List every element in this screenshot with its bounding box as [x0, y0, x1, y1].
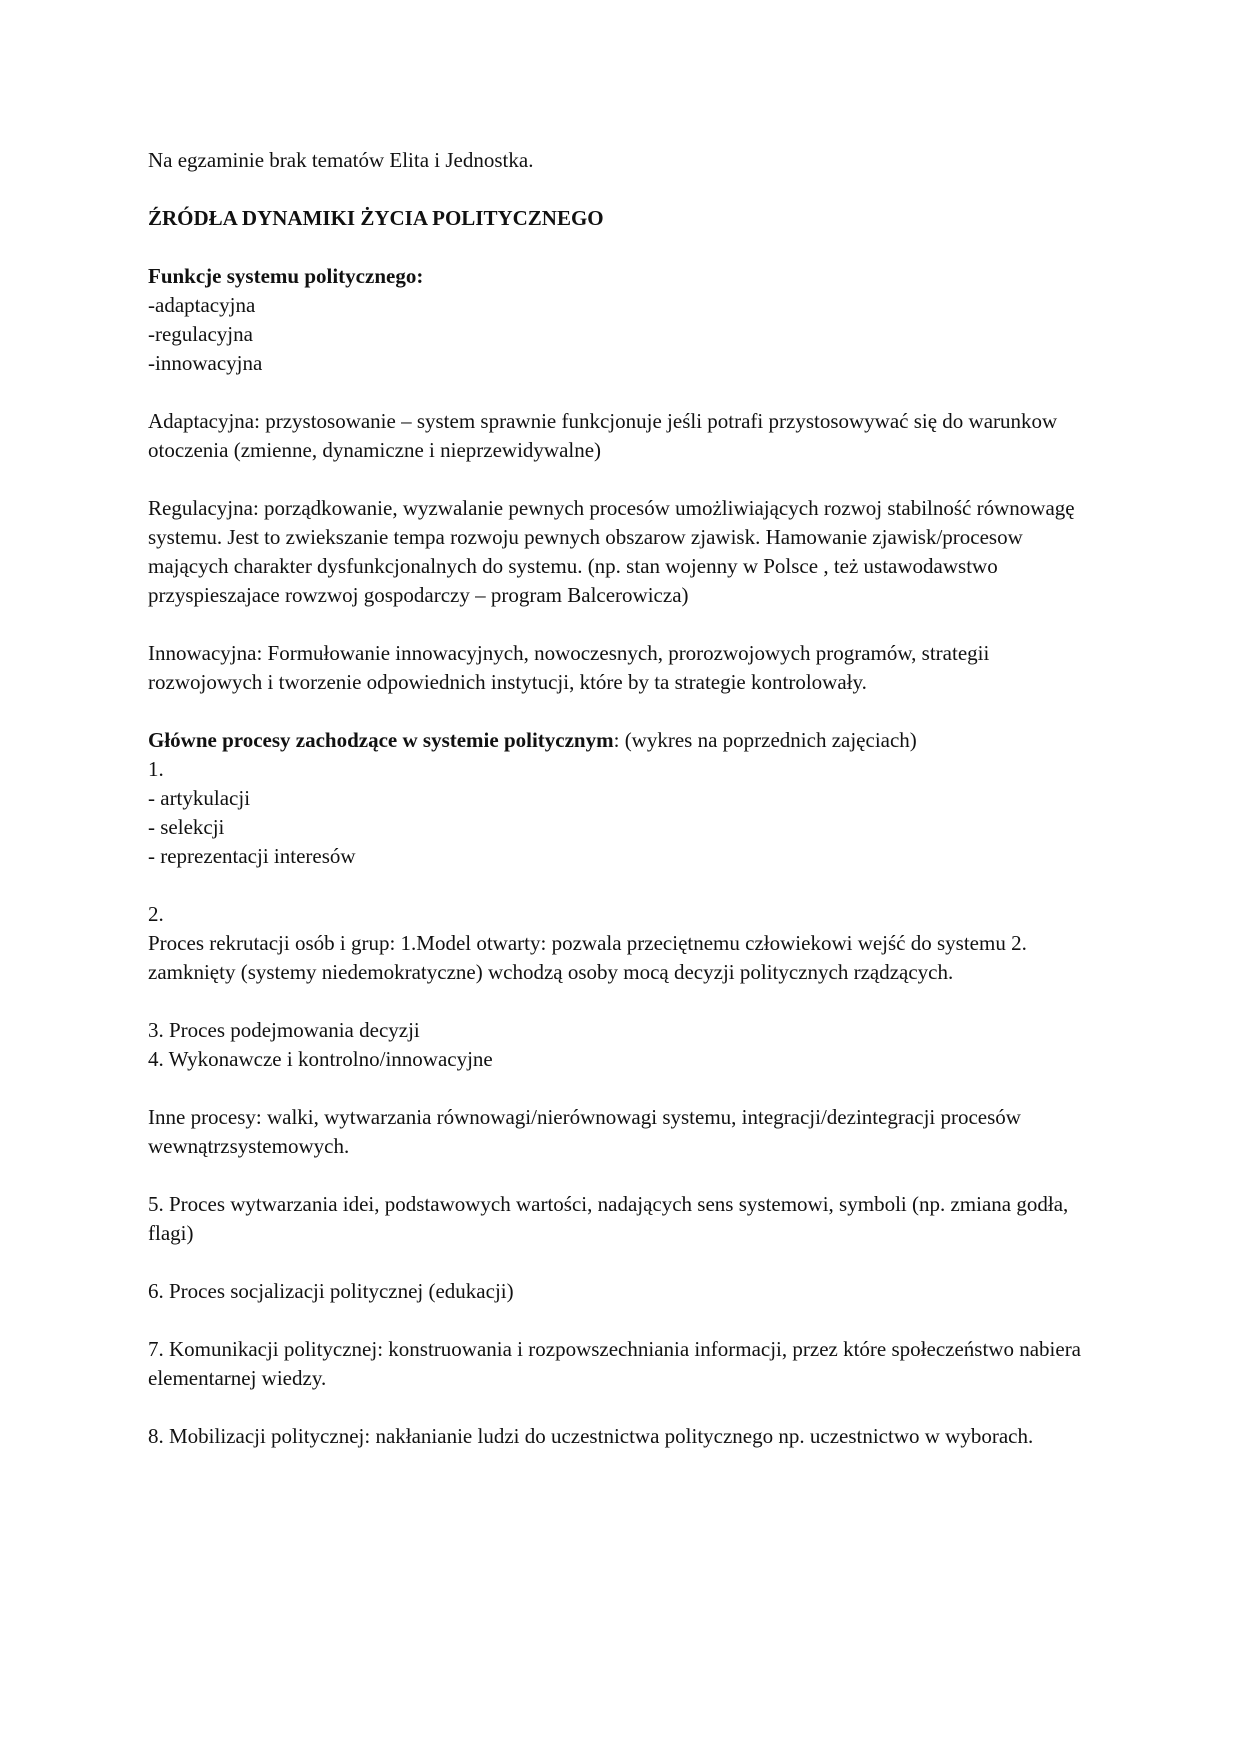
process-item-4: 4. Wykonawcze i kontrolno/innowacyjne — [148, 1047, 493, 1071]
process-item-7: 7. Komunikacji politycznej: konstruowania i rozpowszechniania informacji, przez które społeczeństwo nabiera elementarnej wiedzy. — [148, 1337, 1082, 1390]
paragraph-adaptive: Adaptacyjna: przystosowanie – system sprawnie funkcjonuje jeśli potrafi przystosowywać się do warunkow otoczenia (zmienne, dynamiczne i nieprzewidywalne) — [148, 409, 1058, 462]
list-item: -innowacyjna — [148, 351, 263, 375]
paragraph-other-processes: Inne procesy: walki, wytwarzania równowagi/nierównowagi systemu, integracji/dezintegracji procesów wewnątrzsystemowych. — [148, 1105, 1021, 1158]
list-item: - selekcji — [148, 815, 225, 839]
list-item: -regulacyjna — [148, 322, 253, 346]
process-item-5: 5. Proces wytwarzania idei, podstawowych wartości, nadających sens systemowi, symboli (np. zmiana godła, flagi) — [148, 1192, 1069, 1245]
intro-note: Na egzaminie brak tematów Elita i Jednostka. — [148, 148, 534, 172]
section-heading-processes — [148, 726, 1096, 755]
list-item: -adaptacyjna — [148, 293, 256, 317]
processes-heading-suffix: : (wykres na poprzednich zajęciach) — [613, 728, 917, 752]
functions-list — [148, 291, 1096, 378]
processes-heading-bold: Główne procesy zachodzące w systemie politycznym — [148, 728, 614, 752]
process-item-8: 8. Mobilizacji politycznej: nakłanianie ludzi do uczestnictwa politycznego np. uczestnictwo w wyborach. — [148, 1424, 1034, 1448]
list-item: - reprezentacji interesów — [148, 844, 356, 868]
paragraph-innovative: Innowacyjna: Formułowanie innowacyjnych, nowoczesnych, prorozwojowych programów, strategii rozwojowych i tworzenie odpowiednich instytucji, które by ta strategie kontrolowały. — [148, 641, 990, 694]
document-body — [148, 146, 1096, 1451]
list-item: - artykulacji — [148, 786, 251, 810]
process-number-1: 1. — [148, 757, 164, 781]
section-heading-functions: Funkcje systemu politycznego: — [148, 264, 424, 288]
paragraph-recruitment: Proces rekrutacji osób i grup: 1.Model otwarty: pozwala przeciętnemu człowiekowi wejść do systemu 2. zamknięty (systemy niedemokratyczne) wchodzą osoby mocą decyzji politycznych rządzących. — [148, 931, 1027, 984]
document-title: ŹRÓDŁA DYNAMIKI ŻYCIA POLITYCZNEGO — [148, 206, 604, 230]
process-group1-list — [148, 784, 1096, 871]
process-item-6: 6. Proces socjalizacji politycznej (edukacji) — [148, 1279, 514, 1303]
process-number-2: 2. — [148, 902, 164, 926]
process-item-3: 3. Proces podejmowania decyzji — [148, 1018, 420, 1042]
paragraph-regulatory: Regulacyjna: porządkowanie, wyzwalanie pewnych procesów umożliwiających rozwoj stabilność równowagę systemu. Jest to zwiekszanie tempa rozwoju pewnych obszarow zjawisk. Hamowanie zjawisk/procesow mających charakter dysfunkcjonalnych do systemu. (np. stan wojenny w Polsce , też ustawodawstwo przyspieszajace rowzwoj gospodarczy – program Balcerowicza) — [148, 496, 1075, 607]
